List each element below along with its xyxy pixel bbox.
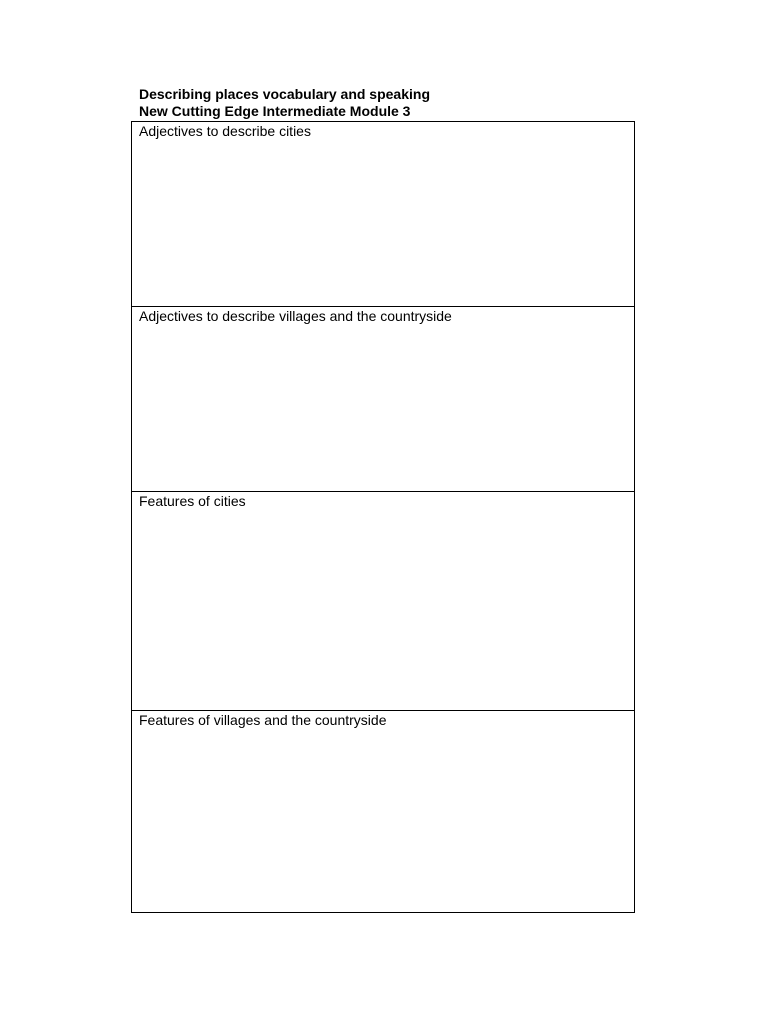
box-label-countryside-adjectives: Adjectives to describe villages and the countryside (139, 308, 452, 324)
worksheet-heading (139, 86, 639, 120)
box-label-city-features: Features of cities (139, 493, 246, 509)
writing-box-countryside-adjectives[interactable] (132, 307, 634, 492)
writing-box-countryside-features[interactable] (132, 711, 634, 912)
worksheet-title: Describing places vocabulary and speaking (139, 86, 430, 102)
writing-box-city-features[interactable] (132, 492, 634, 711)
writing-box-city-adjectives[interactable] (132, 122, 634, 307)
box-label-countryside-features: Features of villages and the countryside (139, 712, 387, 728)
worksheet-subtitle: New Cutting Edge Intermediate Module 3 (139, 103, 411, 119)
vocabulary-table (131, 121, 635, 913)
box-label-city-adjectives: Adjectives to describe cities (139, 123, 311, 139)
